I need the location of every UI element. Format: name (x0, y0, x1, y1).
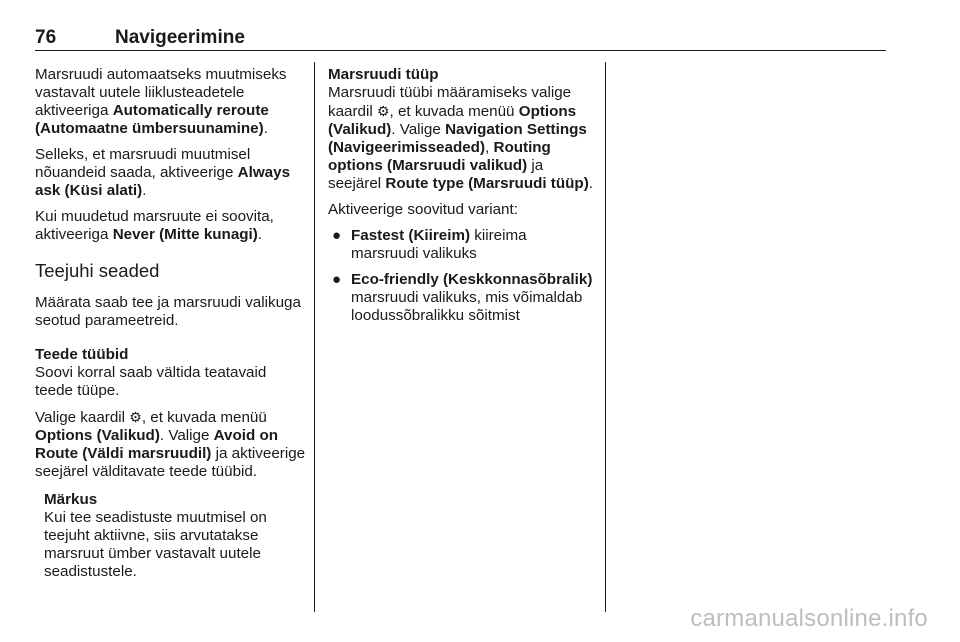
option-fastest: Fastest (Kiireim) (351, 227, 471, 244)
paragraph-parameters: Määrata saab tee ja marsruudi valikuga seotud parameetreid. (35, 294, 301, 329)
paragraph-text: Marsruudi tüübi määramiseks valige kaardil (328, 84, 572, 120)
note-text: Kui tee seadistuste muutmisel on teejuht aktiivne, siis arvutatakse marsruut ümber vastavalt uutele seadistustele. (44, 509, 267, 580)
paragraph-always-ask (35, 146, 307, 200)
punctuation: . (588, 175, 593, 192)
gear-icon: ⚙ (376, 103, 390, 119)
paragraph-auto-reroute (35, 66, 307, 138)
option-avoid-on-route: Avoid on Route (Väldi marsruudil) (35, 427, 279, 462)
watermark: carmanualsonline.info (690, 605, 928, 632)
column-divider-2 (605, 62, 606, 612)
bullet-icon: ● (332, 271, 342, 288)
option-options-menu: Options (Valikud) (328, 103, 577, 138)
paragraph-text: ja aktiveerige seejärel välditavate teede tüübid. (35, 445, 306, 480)
paragraph-text: , et kuvada menüü (389, 103, 515, 120)
route-variant-list (328, 227, 596, 325)
note-box (44, 491, 307, 581)
subheading-guidance-settings: Teejuhi seaded (35, 260, 160, 281)
list-item-text: kiireima marsruudi valikuks (351, 227, 527, 262)
bullet-icon: ● (332, 227, 342, 244)
paragraph-route-type-instructions (328, 84, 596, 193)
option-eco-friendly: Eco-friendly (Keskkonnasõbralik) (351, 271, 593, 288)
heading-route-type: Marsruudi tüüp (328, 66, 439, 83)
list-item-fastest (328, 227, 596, 263)
paragraph-text: . Valige (391, 121, 441, 138)
option-route-type: Route type (Marsruudi tüüp) (385, 175, 589, 192)
punctuation: . (142, 182, 147, 199)
paragraph-text: Kui muudetud marsruute ei soovita, aktiveeriga (35, 208, 274, 243)
left-column (35, 66, 307, 581)
punctuation: . (263, 120, 268, 137)
paragraph-never (35, 208, 307, 244)
heading-road-types: Teede tüübid (35, 346, 129, 363)
paragraph-text: Valige kaardil (35, 409, 126, 426)
punctuation: , (485, 139, 490, 156)
gear-icon: ⚙ (129, 409, 142, 425)
option-routing-options: Routing options (Marsruudi valikud) (328, 139, 551, 174)
list-item-eco-friendly (328, 271, 596, 325)
option-options-menu: Options (Valikud) (35, 427, 160, 444)
option-auto-reroute: Automatically reroute (Automaatne ümbersuunamine) (35, 102, 269, 137)
option-navigation-settings: Navigation Settings (Navigeerimisseaded) (328, 121, 587, 156)
column-divider-1 (314, 62, 315, 612)
paragraph-text: , et kuvada menüü (141, 409, 267, 426)
paragraph-activate-variant: Aktiveerige soovitud variant: (328, 201, 518, 218)
section-title: Navigeerimine (115, 27, 245, 48)
punctuation: . (257, 226, 263, 243)
paragraph-avoid-roads: Soovi korral saab vältida teatavaid teede tüüpe. (35, 364, 267, 399)
option-always-ask: Always ask (Küsi alati) (35, 164, 291, 199)
paragraph-text: ja seejärel (328, 157, 544, 192)
paragraph-text: Selleks, et marsruudi muutmisel nõuandeid saada, aktiveerige (35, 146, 251, 181)
page-number: 76 (35, 27, 57, 48)
list-item-text: marsruudi valikuks, mis võimaldab loodussõbralikku sõitmist (351, 289, 583, 324)
page-header (35, 26, 886, 51)
option-never: Never (Mitte kunagi) (112, 226, 258, 243)
middle-column (328, 66, 596, 333)
paragraph-text: Marsruudi automaatseks muutmiseks vastavalt uutele liiklusteadetele aktiveeriga (35, 66, 287, 119)
paragraph-avoid-instructions (35, 408, 307, 481)
paragraph-text: . Valige (159, 427, 210, 444)
note-title: Märkus (44, 491, 98, 508)
